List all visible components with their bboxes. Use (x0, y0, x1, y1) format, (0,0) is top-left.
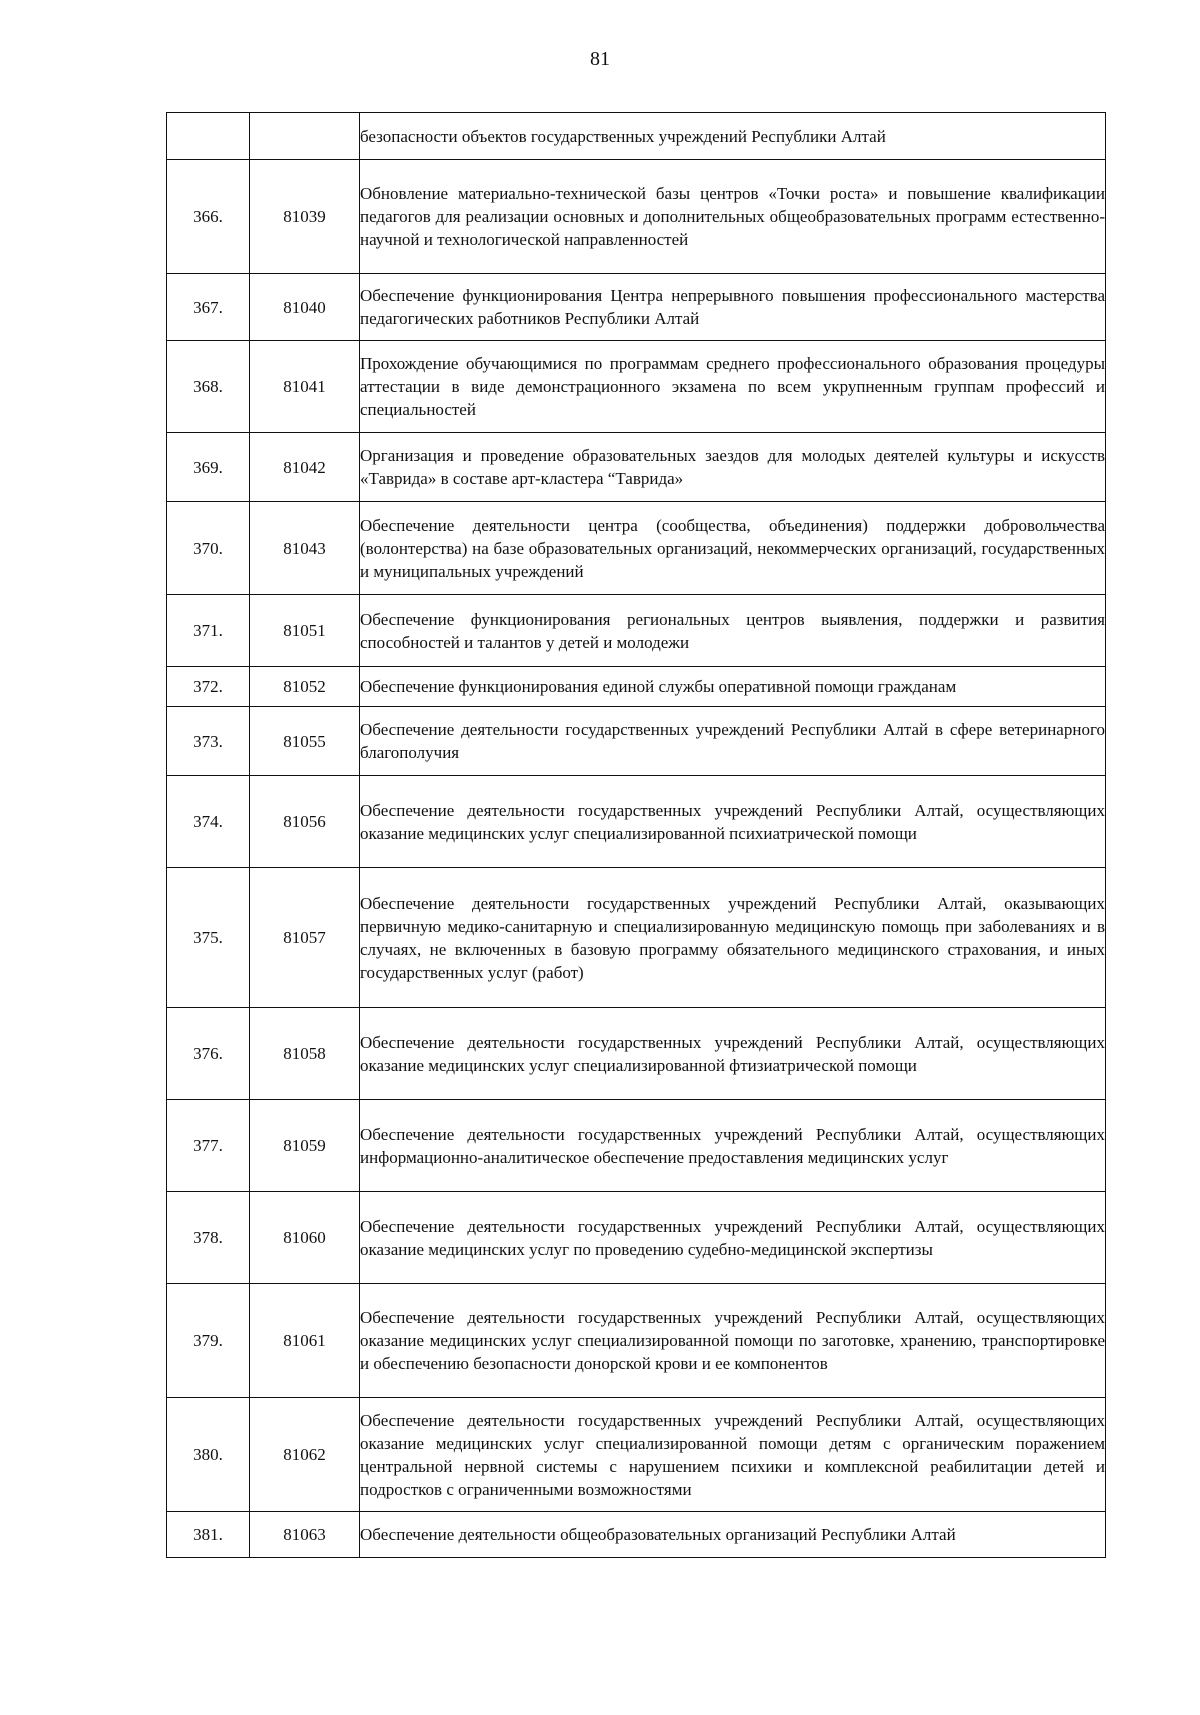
row-description: Организация и проведение образовательных заездов для молодых деятелей культуры и искусств «Таврида» в составе арт-кластера “Таврида» (360, 433, 1106, 502)
row-code: 81059 (250, 1100, 360, 1192)
table-row (167, 274, 1106, 341)
row-description: Прохождение обучающимися по программам среднего профессионального образования процедуры аттестации в виде демонстрационного экзамена по всем укрупненным группам профессий и специальностей (360, 341, 1106, 433)
row-code: 81062 (250, 1398, 360, 1512)
row-code (250, 113, 360, 160)
registry-table (166, 112, 1106, 1558)
row-description: Обеспечение деятельности общеобразовательных организаций Республики Алтай (360, 1512, 1106, 1558)
row-code: 81051 (250, 595, 360, 667)
row-code: 81063 (250, 1512, 360, 1558)
table-row (167, 776, 1106, 868)
row-number: 371. (167, 595, 250, 667)
table-row (167, 707, 1106, 776)
row-code: 81056 (250, 776, 360, 868)
table-row (167, 1512, 1106, 1558)
row-number: 367. (167, 274, 250, 341)
row-description: Обеспечение деятельности государственных учреждений Республики Алтай, осуществляющих оказание медицинских услуг по проведению судебно-медицинской экспертизы (360, 1192, 1106, 1284)
table-row (167, 1398, 1106, 1512)
table-row (167, 1100, 1106, 1192)
row-number: 373. (167, 707, 250, 776)
row-number: 374. (167, 776, 250, 868)
row-number: 375. (167, 868, 250, 1008)
row-number: 380. (167, 1398, 250, 1512)
row-number: 370. (167, 502, 250, 595)
row-code: 81055 (250, 707, 360, 776)
table-row (167, 160, 1106, 274)
row-description: Обеспечение деятельности государственных учреждений Республики Алтай, осуществляющих оказание медицинских услуг специализированной помощи детям с органическим поражением центральной нервной системы с нарушением психики и комплексной реабилитации детей и подростков с ограниченными возможностями (360, 1398, 1106, 1512)
row-code: 81058 (250, 1008, 360, 1100)
row-number: 376. (167, 1008, 250, 1100)
row-description: Обеспечение деятельности центра (сообщества, объединения) поддержки добровольчества (волонтерства) на базе образовательных организаций, некоммерческих организаций, государственных и муниципальных учреждений (360, 502, 1106, 595)
table-row (167, 667, 1106, 707)
row-number: 381. (167, 1512, 250, 1558)
row-description: Обеспечение функционирования Центра непрерывного повышения профессионального мастерства педагогических работников Республики Алтай (360, 274, 1106, 341)
page-number: 81 (590, 48, 610, 70)
row-description: Обеспечение функционирования единой службы оперативной помощи гражданам (360, 667, 1106, 707)
row-description: Обеспечение деятельности государственных учреждений Республики Алтай, оказывающих первичную медико-санитарную и специализированную медицинскую помощь при заболеваниях и в случаях, не включенных в базовую программу обязательного медицинского страхования, и иных государственных услуг (работ) (360, 868, 1106, 1008)
row-number: 378. (167, 1192, 250, 1284)
row-description: Обеспечение деятельности государственных учреждений Республики Алтай, осуществляющих оказание медицинских услуг специализированной психиатрической помощи (360, 776, 1106, 868)
row-description: безопасности объектов государственных учреждений Республики Алтай (360, 113, 1106, 160)
table-row (167, 113, 1106, 160)
table-row (167, 868, 1106, 1008)
table-row (167, 341, 1106, 433)
table-row (167, 1284, 1106, 1398)
row-code: 81060 (250, 1192, 360, 1284)
row-number: 377. (167, 1100, 250, 1192)
table-row (167, 502, 1106, 595)
row-description: Обеспечение деятельности государственных учреждений Республики Алтай в сфере ветеринарного благополучия (360, 707, 1106, 776)
row-description: Обеспечение деятельности государственных учреждений Республики Алтай, осуществляющих информационно-аналитическое обеспечение предоставления медицинских услуг (360, 1100, 1106, 1192)
row-number: 369. (167, 433, 250, 502)
row-description: Обеспечение деятельности государственных учреждений Республики Алтай, осуществляющих оказание медицинских услуг специализированной помощи по заготовке, хранению, транспортировке и обеспечению безопасности донорской крови и ее компонентов (360, 1284, 1106, 1398)
row-code: 81040 (250, 274, 360, 341)
table-row (167, 1192, 1106, 1284)
row-number: 379. (167, 1284, 250, 1398)
row-number: 372. (167, 667, 250, 707)
row-description: Обеспечение функционирования региональных центров выявления, поддержки и развития способностей и талантов у детей и молодежи (360, 595, 1106, 667)
row-code: 81039 (250, 160, 360, 274)
row-description: Обеспечение деятельности государственных учреждений Республики Алтай, осуществляющих оказание медицинских услуг специализированной фтизиатрической помощи (360, 1008, 1106, 1100)
row-number: 368. (167, 341, 250, 433)
row-description: Обновление материально-технической базы центров «Точки роста» и повышение квалификации педагогов для реализации основных и дополнительных общеобразовательных программ естественно-научной и технологической направленностей (360, 160, 1106, 274)
row-code: 81061 (250, 1284, 360, 1398)
row-code: 81043 (250, 502, 360, 595)
table-row (167, 1008, 1106, 1100)
table-row (167, 595, 1106, 667)
table-row (167, 433, 1106, 502)
row-code: 81052 (250, 667, 360, 707)
row-code: 81057 (250, 868, 360, 1008)
row-number (167, 113, 250, 160)
row-code: 81042 (250, 433, 360, 502)
row-code: 81041 (250, 341, 360, 433)
row-number: 366. (167, 160, 250, 274)
